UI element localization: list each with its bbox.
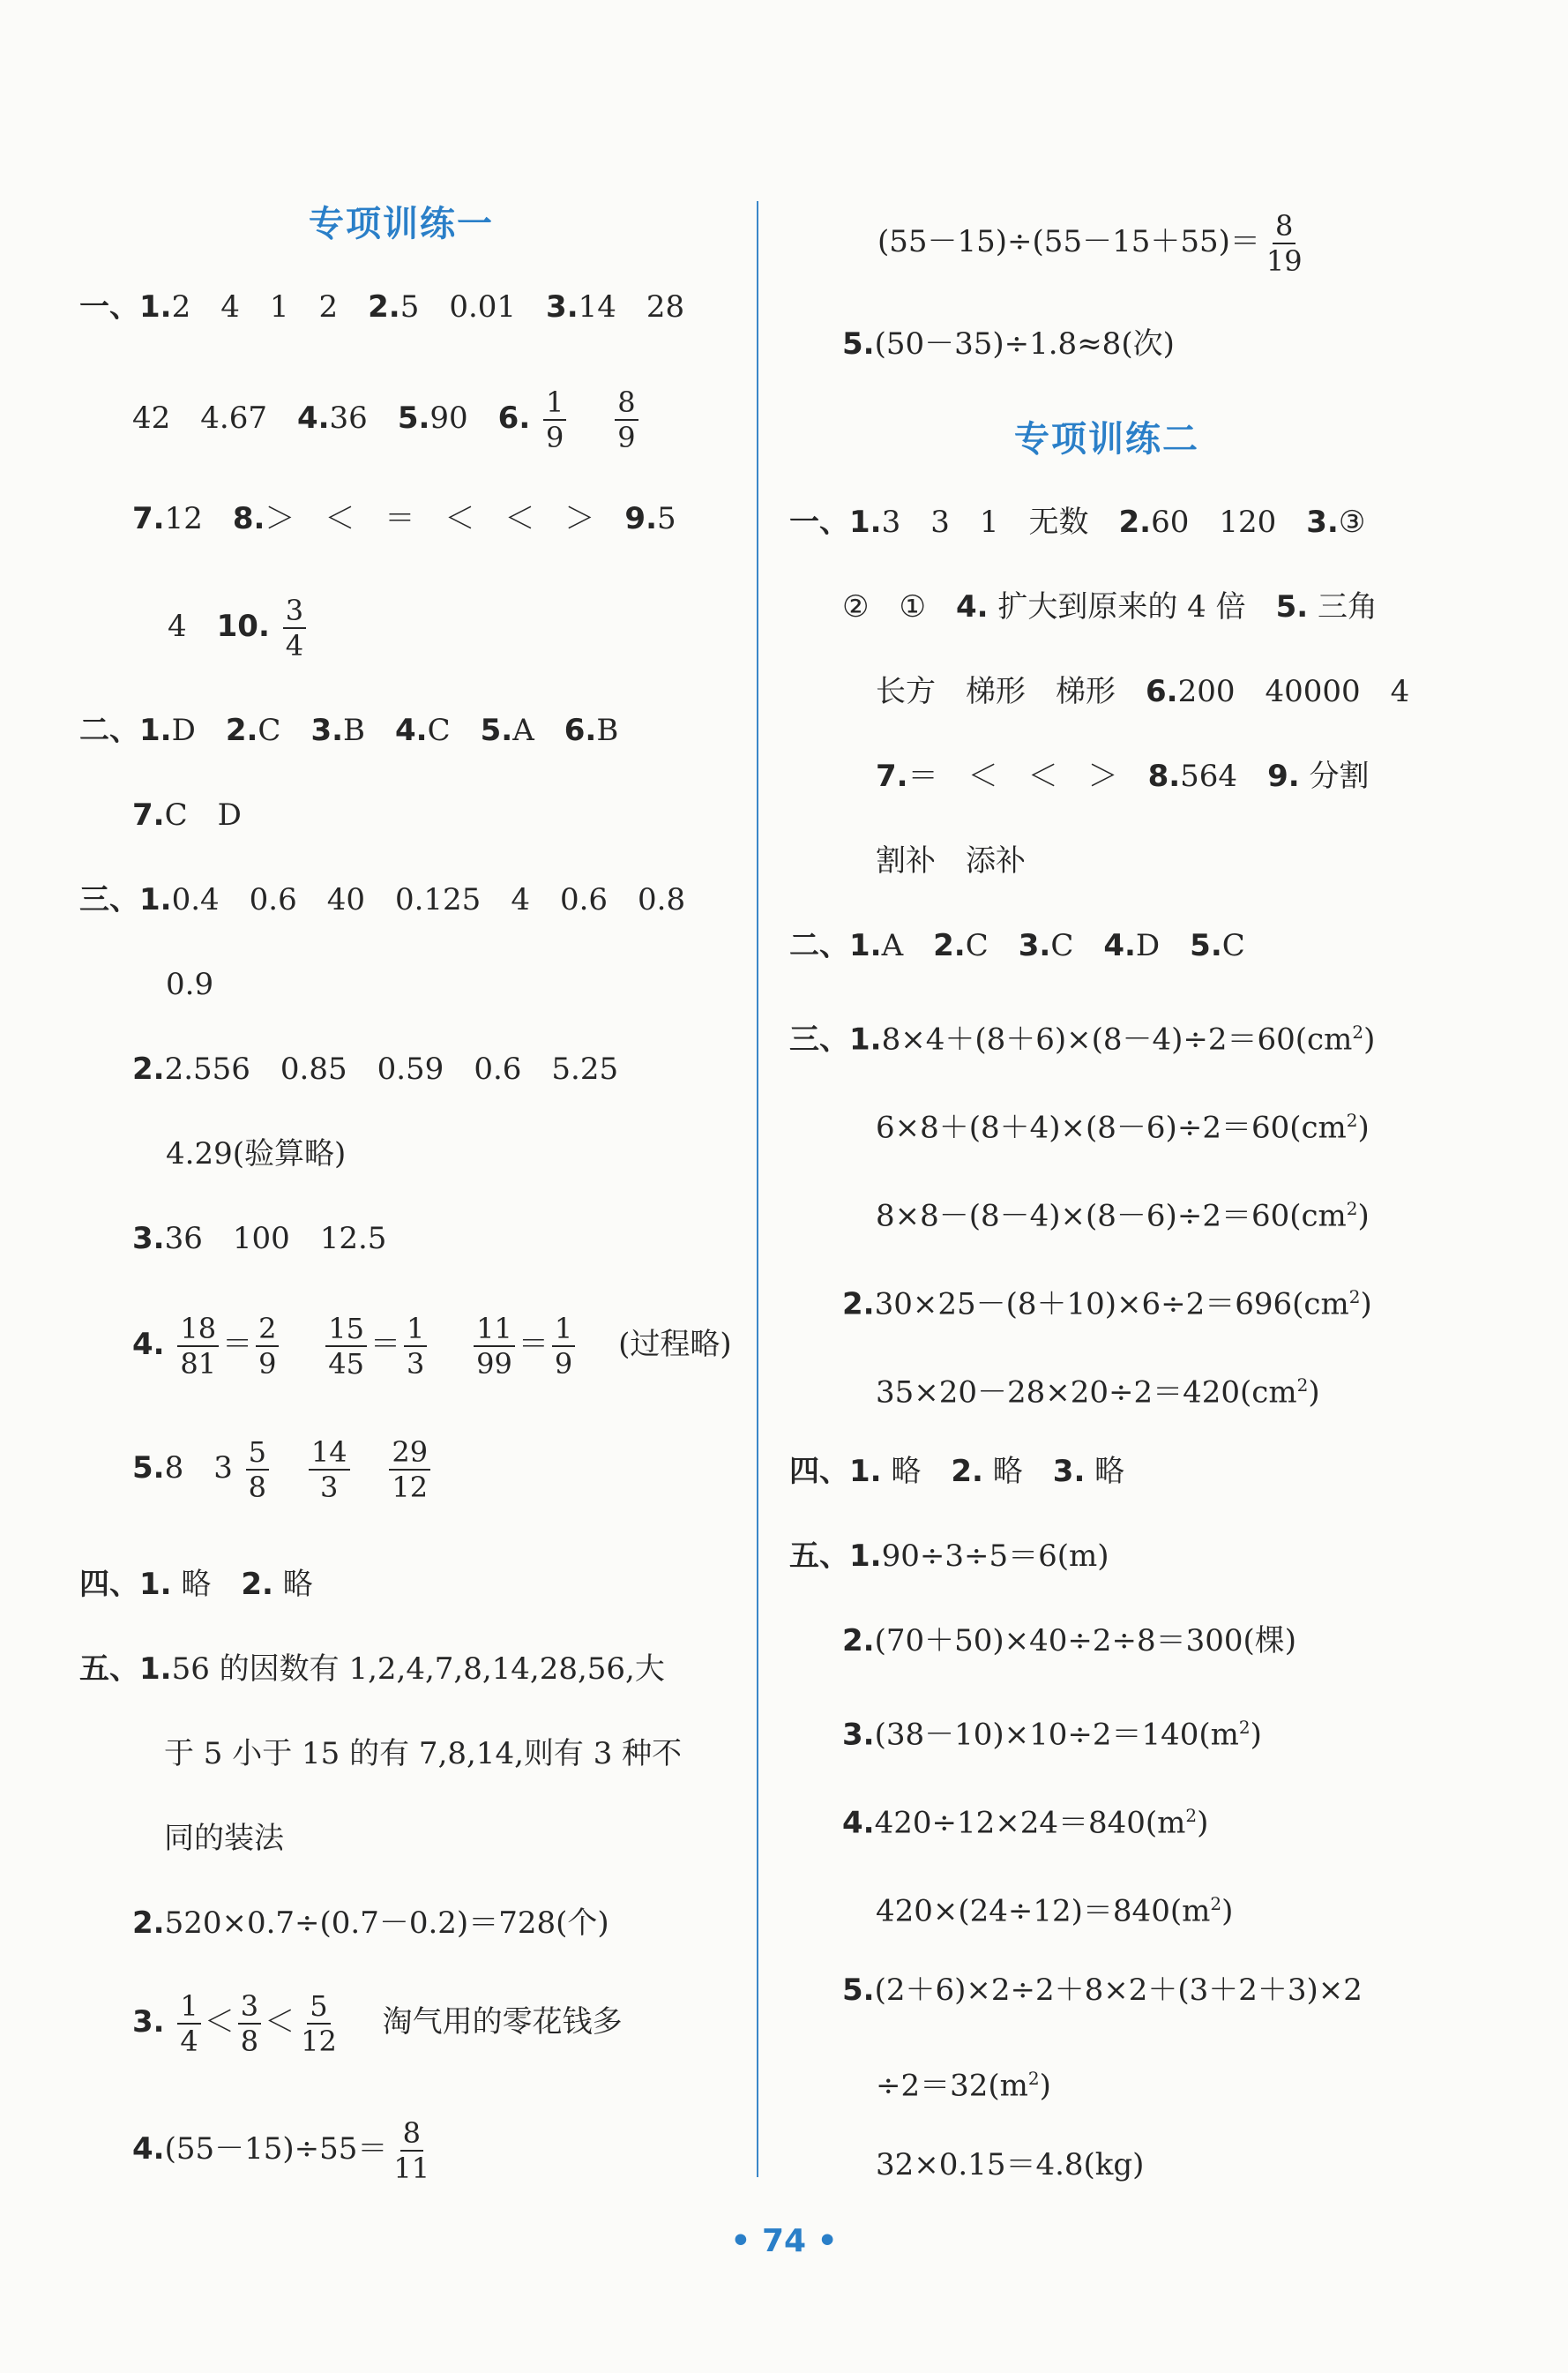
- right-s1-line5: 割补 添补: [876, 843, 1026, 879]
- left-s3-line1: 三、1.0.4 0.6 40 0.125 4 0.6 0.8: [79, 882, 686, 917]
- left-s3-line2: 0.9: [166, 967, 214, 1002]
- right-section-title: 专项训练二: [1014, 419, 1199, 460]
- right-s1-line1: 一、1.3 3 1 无数 2.60 120 3.③: [789, 505, 1366, 540]
- right-s1-line4: 7.＝ ＜ ＜ ＞ 8.564 9. 分割: [876, 759, 1370, 794]
- right-s5-line3: $3.(38-10)\times 10\div 2=140(m^2)$: [842, 1717, 1262, 1753]
- right-r0-line: (55－15)÷(55－15＋55)＝ $\frac{8}{19}$: [877, 212, 1309, 265]
- right-s5-line1: 五、1.90÷3÷5＝6(m): [789, 1538, 1109, 1574]
- right-s2-line: 二、1.A 2.C 3.C 4.D 5.C: [789, 928, 1245, 963]
- fraction: $\frac{8}{11}$: [393, 2116, 430, 2185]
- right-s4-line: 四、1. 略 2. 略 3. 略: [789, 1454, 1125, 1489]
- fraction: $\frac{8}{9}$: [615, 388, 638, 452]
- fraction: $\frac{29}{12}$: [389, 1438, 430, 1501]
- right-s3-line1: 三、$1.8\times 4+(8+6)\times(8-4)\div 2=60(cm^2)$: [789, 1022, 1376, 1058]
- left-s2-line2: 7.C D: [132, 797, 242, 833]
- left-s4-line: 四、1. 略 2. 略: [79, 1567, 313, 1602]
- fraction: $\frac{5}{8}$: [246, 1438, 269, 1501]
- left-s2-line1: 二、1.D 2.C 3.B 4.C 5.A 6.B: [79, 713, 619, 748]
- right-s3-line3: $8\times 8-(8-4)\times(8-6)\div 2=60(cm^2)$: [876, 1198, 1370, 1234]
- left-s5-line3: 同的装法: [164, 1821, 284, 1856]
- left-s1-line2: 42 4.67 4.36 5.90 6. $\frac{1}{9}$ $\frac{8}{9}$: [132, 388, 642, 441]
- left-s5-line1: 五、1.56 的因数有 1,2,4,7,8,14,28,56,大: [79, 1651, 665, 1687]
- fraction: $\frac{3}{4}$: [283, 596, 306, 660]
- left-s3-line5: 3.36 100 12.5: [132, 1221, 387, 1256]
- fraction: $\frac{8}{19}$: [1266, 209, 1303, 278]
- fraction: $\frac{1}{3}$: [404, 1314, 427, 1378]
- left-s5-line5: 3. $\frac{1}{4}$ ＜ $\frac{3}{8}$ ＜ $\frac{5}{12}$ 淘气用的零花钱多: [132, 1989, 623, 2058]
- left-s5-line2: 于 5 小于 15 的有 7,8,14,则有 3 种不: [164, 1736, 683, 1771]
- left-s5-line6: 4.(55－15)÷55＝ $\frac{8}{11}$: [132, 2119, 436, 2172]
- fraction: $\frac{2}{9}$: [256, 1314, 279, 1378]
- right-s3-line5: $35\times 20-28\times 20\div 2=420(cm^2)$: [876, 1374, 1320, 1411]
- left-s3-line3: 2.2.556 0.85 0.59 0.6 5.25: [132, 1052, 619, 1087]
- left-s3-line6: 4. $\frac{18}{81}$ ＝ $\frac{2}{9}$ $\frac{15}{45}$ ＝ $\frac{1}{3}$ $\frac{11}{99}$ ＝ $\frac{1}{9}$ (过程略): [132, 1312, 732, 1381]
- fraction: $\frac{14}{3}$: [309, 1438, 350, 1501]
- right-s5-line8: 32×0.15＝4.8(kg): [876, 2147, 1145, 2182]
- fraction: $\frac{15}{45}$: [325, 1314, 367, 1378]
- right-s5-line5: $420\times(24\div 12)=840(m^2)$: [876, 1893, 1234, 1929]
- fraction: $\frac{3}{8}$: [238, 1992, 261, 2055]
- left-s1-line4: 4 10. $\frac{3}{4}$: [168, 596, 310, 649]
- left-s5-line4: 2.520×0.7÷(0.7－0.2)＝728(个): [132, 1905, 609, 1941]
- fraction: $\frac{1}{9}$: [543, 388, 566, 452]
- right-r1-line: 5.(50－35)÷1.8≈8(次): [842, 326, 1175, 362]
- fraction: $\frac{1}{4}$: [177, 1992, 200, 2055]
- right-s1-line2: ② ① 4. 扩大到原来的 4 倍 5. 三角: [842, 589, 1378, 625]
- left-s1-line1: 一、1.2 4 1 2 2.5 0.01 3.14 28: [79, 289, 685, 325]
- page-number: • 74 •: [730, 2223, 838, 2259]
- column-divider: [757, 201, 758, 2177]
- fraction: $\frac{1}{9}$: [552, 1314, 575, 1378]
- left-s3-line4: 4.29(验算略): [166, 1136, 347, 1172]
- right-s5-line7: $\div 2=32(m^2)$: [876, 2068, 1051, 2104]
- left-s1-line3: 7.12 8.＞ ＜ ＝ ＜ ＜ ＞ 9.5: [132, 501, 676, 536]
- right-s3-line2: $6\times 8+(8+4)\times(8-6)\div 2=60(cm^2)$: [876, 1110, 1370, 1146]
- fraction: $\frac{18}{81}$: [177, 1314, 219, 1378]
- right-s5-line2: 2.(70＋50)×40÷2÷8＝300(棵): [842, 1623, 1297, 1658]
- right-s3-line4: $2.30\times 25-(8+10)\times 6\div 2=696(cm^2)$: [842, 1286, 1372, 1322]
- right-s1-line3: 长方 梯形 梯形 6.200 40000 4: [876, 674, 1410, 709]
- right-s5-line6: 5.(2＋6)×2÷2＋8×2＋(3＋2＋3)×2: [842, 1973, 1363, 2008]
- fraction: $\frac{5}{12}$: [301, 1989, 337, 2058]
- right-s5-line4: $4.420\div 12\times 24=840(m^2)$: [842, 1805, 1209, 1841]
- left-section-title: 专项训练一: [309, 204, 494, 244]
- left-s3-line7: 5.8 3 $\frac{5}{8}$ $\frac{14}{3}$ $\frac{29}{12}$: [132, 1438, 434, 1491]
- fraction: $\frac{11}{99}$: [474, 1314, 515, 1378]
